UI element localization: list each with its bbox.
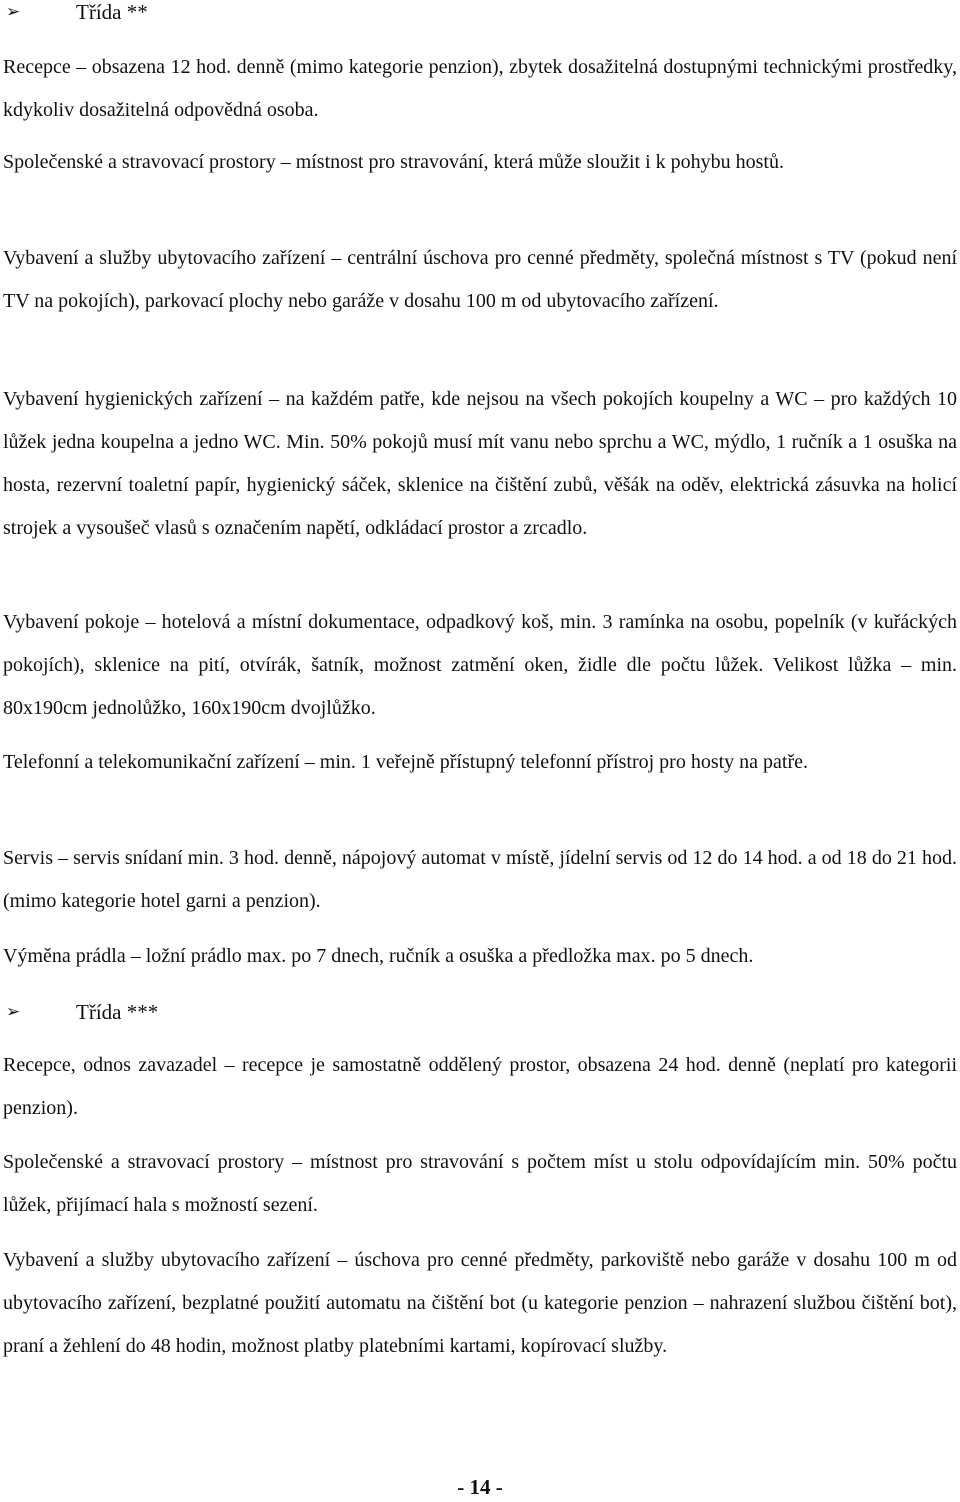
paragraph-hygienicka-zarizeni: Vybavení hygienických zařízení – na každém patře, kde nejsou na všech pokojích koupelny a WC – pro každých 10 lůžek jedna koupelna a jedno WC. Min. 50% pokojů musí mít vanu nebo sprchu a WC, mýdlo, 1 ručník a 1 osuška na hosta, rezervní toaletní papír, hygienický sáček, sklenice na čištění zubů, věšák na oděv, elektrická zásuvka na holicí strojek a vysoušeč vlasů s označením napětí, odkládací prostor a zrcadlo. bbox=[3, 388, 957, 539]
paragraph-vybaveni-sluzby-3: Vybavení a služby ubytovacího zařízení – úschova pro cenné předměty, parkoviště nebo garáže v dosahu 100 m od ubytovacího zařízení, bezplatné použití automatu na čištění bot (u kategorie penzion – nahrazení službou čištění bot), praní a žehlení do 48 hodin, možnost platby platebními kartami, kopírovací služby. bbox=[3, 1249, 957, 1357]
section-heading-trida-2 bbox=[0, 0, 960, 27]
page-number: - 14 - bbox=[457, 1475, 503, 1499]
paragraph-telefonni-zarizeni: Telefonní a telekomunikační zařízení – min. 1 veřejně přístupný telefonní přístroj pro hosty na patře. bbox=[3, 751, 809, 773]
paragraph-spolecenske-prostory: Společenské a stravovací prostory – místnost pro stravování, která může sloužit i k pohybu hostů. bbox=[3, 151, 784, 173]
paragraph-spolecenske-prostory-3: Společenské a stravovací prostory – místnost pro stravování s počtem míst u stolu odpovídajícím min. 50% počtu lůžek, přijímací hala s možností sezení. bbox=[3, 1151, 957, 1216]
section-heading-text: Třída *** bbox=[76, 1000, 159, 1024]
paragraph-servis: Servis – servis snídaní min. 3 hod. denně, nápojový automat v místě, jídelní servis od 12 do 14 hod. a od 18 do 21 hod. (mimo kategorie hotel garni a penzion). bbox=[3, 847, 957, 912]
section-heading-text: Třída ** bbox=[76, 0, 148, 24]
paragraph-vymena-pradla: Výměna prádla – ložní prádlo max. po 7 dnech, ručník a osuška a předložka max. po 5 dnech. bbox=[3, 945, 754, 967]
section-heading-trida-3 bbox=[0, 997, 960, 1027]
paragraph-recepce: Recepce – obsazena 12 hod. denně (mimo kategorie penzion), zbytek dosažitelná dostupnými technickými prostředky, kdykoliv dosažitelná odpovědná osoba. bbox=[3, 56, 957, 121]
arrow-bullet-icon: ➢ bbox=[6, 1002, 21, 1022]
paragraph-vybaveni-pokoje: Vybavení pokoje – hotelová a místní dokumentace, odpadkový koš, min. 3 ramínka na osobu, popelník (v kuřáckých pokojích), sklenice na pití, otvírák, šatník, možnost zatmění oken, židle dle počtu lůžek. Velikost lůžka – min. 80x190cm jednolůžko, 160x190cm dvojlůžko. bbox=[3, 611, 957, 719]
paragraph-recepce-odnos: Recepce, odnos zavazadel – recepce je samostatně oddělený prostor, obsazena 24 hod. denně (neplatí pro kategorii penzion). bbox=[3, 1054, 957, 1119]
paragraph-vybaveni-sluzby: Vybavení a služby ubytovacího zařízení – centrální úschova pro cenné předměty, společná místnost s TV (pokud není TV na pokojích), parkovací plochy nebo garáže v dosahu 100 m od ubytovacího zařízení. bbox=[3, 247, 957, 312]
arrow-bullet-icon: ➢ bbox=[6, 2, 21, 22]
